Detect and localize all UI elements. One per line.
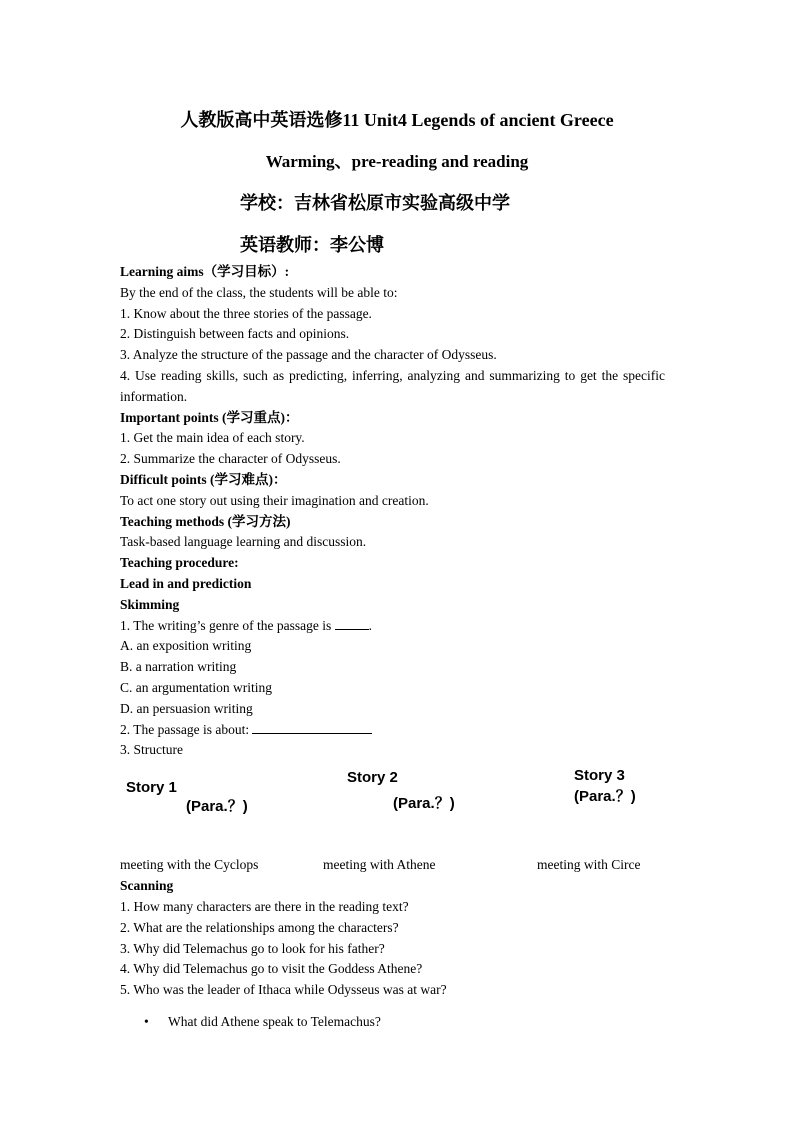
document-subtitle: Warming、pre-reading and reading xyxy=(265,152,529,171)
scanning-question: 5. Who was the leader of Ithaca while Odysseus was at war? xyxy=(120,982,447,998)
difficult-text: To act one story out using their imagination and creation. xyxy=(120,492,429,508)
question-text: 1. The writing’s genre of the passage is xyxy=(120,617,332,633)
story-structure xyxy=(120,761,665,855)
teacher-line: 英语教师：李公博 xyxy=(240,235,384,256)
scanning-question: 3. Why did Telemachus go to look for his father? xyxy=(120,940,385,956)
school-line: 学校：吉林省松原市实验高级中学 xyxy=(240,193,510,214)
aims-intro: By the end of the class, the students will be able to: xyxy=(120,284,398,300)
aim-item: 2. Distinguish between facts and opinions. xyxy=(120,326,350,342)
answer-blank xyxy=(252,721,372,734)
option-d: D. an persuasion writing xyxy=(120,700,253,716)
document-title: 人教版高中英语选修11 Unit4 Legends of ancient Greece xyxy=(180,110,614,130)
lesson-plan-body xyxy=(120,262,665,1033)
important-points-heading: Important points (学习重点)： xyxy=(120,409,299,425)
skimming-question-1 xyxy=(120,616,665,637)
bullet-icon: • xyxy=(144,1013,149,1029)
question-text: 2. The passage is about: xyxy=(120,721,250,737)
meeting-2: meeting with Athene xyxy=(323,857,436,873)
scanning-question: 1. How many characters are there in the reading text? xyxy=(120,898,409,914)
story-2-para: (Para.？) xyxy=(393,795,455,813)
aim-item: 3. Analyze the structure of the passage and the character of Odysseus. xyxy=(120,347,497,363)
scanning-heading: Scanning xyxy=(120,878,174,894)
meeting-3: meeting with Circe xyxy=(537,857,641,873)
important-item: 2. Summarize the character of Odysseus. xyxy=(120,451,341,467)
story-1-label: Story 1 xyxy=(126,779,177,797)
bullet-question xyxy=(120,1012,665,1033)
important-item: 1. Get the main idea of each story. xyxy=(120,430,305,446)
difficult-points-heading: Difficult points (学习难点)： xyxy=(120,471,287,487)
aim-item: 1. Know about the three stories of the passage. xyxy=(120,305,372,321)
learning-aims-heading: Learning aims（学习目标）: xyxy=(120,264,290,279)
story-meetings xyxy=(120,855,665,876)
story-2-label: Story 2 xyxy=(347,769,398,787)
teaching-procedure-heading: Teaching procedure: xyxy=(120,555,239,571)
lead-in-heading: Lead in and prediction xyxy=(120,575,252,591)
option-a: A. an exposition writing xyxy=(120,638,252,654)
scanning-question: 4. Why did Telemachus go to visit the Goddess Athene? xyxy=(120,961,423,977)
teaching-methods-text: Task-based language learning and discussion. xyxy=(120,534,367,550)
question-end: . xyxy=(368,617,372,633)
scanning-question: 2. What are the relationships among the characters? xyxy=(120,919,399,935)
bullet-question-text: What did Athene speak to Telemachus? xyxy=(168,1013,381,1029)
answer-blank xyxy=(335,617,369,630)
aim-item: 4. Use reading skills, such as predicting, inferring, analyzing and summarizing to get the specific information. xyxy=(120,367,665,404)
skimming-question-2 xyxy=(120,720,665,741)
skimming-heading: Skimming xyxy=(120,596,180,612)
meeting-1: meeting with the Cyclops xyxy=(120,857,259,873)
skimming-question-3: 3. Structure xyxy=(120,742,183,758)
story-1-para: (Para.？) xyxy=(186,798,248,816)
option-c: C. an argumentation writing xyxy=(120,679,272,695)
story-3-label: Story 3 xyxy=(574,767,625,785)
story-3-para: (Para.？) xyxy=(574,788,636,806)
option-b: B. a narration writing xyxy=(120,659,237,675)
teaching-methods-heading: Teaching methods (学习方法) xyxy=(120,513,291,529)
